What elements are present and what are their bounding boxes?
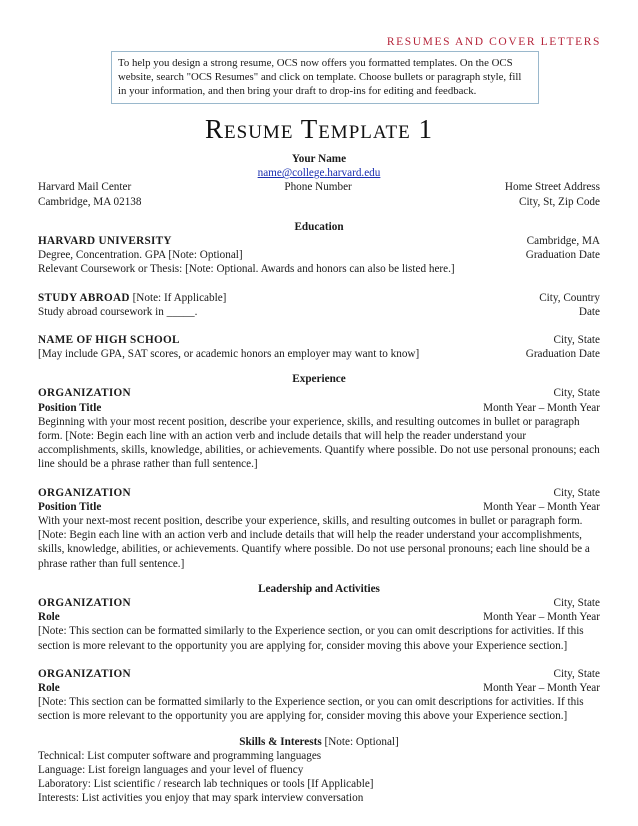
position-dates: Month Year – Month Year [483, 401, 600, 414]
org-location: City, State [553, 387, 600, 400]
degree: Degree, Concentration. GPA [Note: Optional] [38, 249, 243, 262]
lead-org2-row [38, 667, 600, 681]
resume-body [38, 152, 600, 806]
phone-number: Phone Number [284, 181, 352, 194]
edu-abroad-row [38, 291, 600, 305]
skill-laboratory: Laboratory: List scientific / research lab techniques or tools [If Applicable] [38, 778, 374, 791]
skills-heading-row [38, 735, 600, 749]
role: Role [38, 611, 60, 624]
position-description: With your next-most recent position, describe your experience, skills, and resulting outcomes in bullet or paragraph form. [Note: Begin each line with an action verb and include details that will help the reader understand your accomplishments, skills, knowledge, abilities, or achievements. Quantify where possible. Do not use personal pronouns; each line should be a phrase rather than full sentence.] [38, 515, 590, 570]
organization: ORGANIZATION [38, 486, 131, 499]
exp-pos2-row [38, 500, 600, 514]
study-abroad: STUDY ABROAD [38, 291, 130, 304]
contact-row-2 [38, 195, 600, 209]
resume-title: Resume Template 1 [205, 114, 433, 144]
campus-city: Cambridge, MA 02138 [38, 195, 142, 208]
skills-heading: Skills & Interests [239, 735, 322, 748]
exp-org2-row [38, 486, 600, 500]
edu-hs-detail-row [38, 347, 600, 361]
org-location: City, State [553, 667, 600, 680]
role-dates: Month Year – Month Year [483, 611, 600, 624]
role-dates: Month Year – Month Year [483, 682, 600, 695]
abroad-coursework: Study abroad coursework in _____. [38, 305, 198, 318]
role-description: [Note: This section can be formatted similarly to the Experience section, or you can omit descriptions for activities. If this section is more relevant to the opportunity you are applying for, consider moving this above your Experience section.] [38, 625, 584, 652]
school-location: Cambridge, MA [526, 234, 600, 247]
home-city: City, St, Zip Code [518, 195, 600, 208]
skills-heading-note: [Note: Optional] [321, 735, 399, 748]
edu-school1-row [38, 234, 600, 248]
school-name: HARVARD UNIVERSITY [38, 234, 172, 247]
organization: ORGANIZATION [38, 597, 131, 610]
skill-language: Language: List foreign languages and your level of fluency [38, 764, 304, 777]
position-title: Position Title [38, 500, 102, 513]
leadership-heading: Leadership and Activities [258, 582, 380, 595]
hs-location: City, State [553, 333, 600, 346]
coursework: Relevant Coursework or Thesis: [Note: Optional. Awards and honors can also be listed here.] [38, 263, 455, 276]
help-box: To help you design a strong resume, OCS now offers you formatted templates. On the OCS website, search "OCS Resumes" and click on template. Choose bullets or paragraph style, fill in your information, and then bring your draft to drop-ins for editing and feedback. [111, 51, 539, 104]
exp-pos1-row [38, 401, 600, 415]
abroad-date: Date [578, 305, 600, 318]
position-description: Beginning with your most recent position, describe your experience, skills, and resulting outcomes in bullet or paragraph form. [Note: Begin each line with an action verb and include details that will help the reader understand your accomplishments, skills, knowledge, abilities, or achievements. Quantify where possible. Do not use personal pronouns; each line should be a phrase rather than full sentence.] [38, 415, 600, 471]
email-link[interactable]: name@college.harvard.edu [257, 167, 381, 180]
mail-center: Harvard Mail Center [38, 181, 132, 194]
graduation-date: Graduation Date [525, 249, 600, 262]
lead-role1-row [38, 610, 600, 624]
hs-date: Graduation Date [525, 348, 600, 361]
education-heading: Education [294, 220, 344, 233]
home-address: Home Street Address [504, 181, 600, 194]
position-title: Position Title [38, 401, 102, 414]
skill-interests: Interests: List activities you enjoy that may spark interview conversation [38, 792, 364, 805]
organization: ORGANIZATION [38, 387, 131, 400]
skill-technical: Technical: List computer software and programming languages [38, 749, 322, 762]
position-dates: Month Year – Month Year [483, 500, 600, 513]
edu-hs-row [38, 333, 600, 347]
experience-heading: Experience [292, 373, 346, 386]
high-school: NAME OF HIGH SCHOOL [38, 333, 180, 346]
lead-role2-row [38, 681, 600, 695]
edu-abroad-course-row [38, 305, 600, 319]
banner: RESUMES AND COVER LETTERS [386, 36, 601, 48]
org-location: City, State [553, 597, 600, 610]
edu-degree-row [38, 248, 600, 262]
org-location: City, State [553, 486, 600, 499]
exp-org1-row [38, 386, 600, 400]
organization: ORGANIZATION [38, 667, 131, 680]
abroad-location: City, Country [539, 291, 600, 304]
contact-row-1 [38, 180, 600, 194]
abroad-note: [Note: If Applicable] [129, 291, 227, 304]
hs-detail: [May include GPA, SAT scores, or academic honors an employer may want to know] [38, 348, 420, 361]
your-name: Your Name [291, 153, 347, 165]
lead-org1-row [38, 596, 600, 610]
role-description: [Note: This section can be formatted similarly to the Experience section, or you can omit descriptions for activities. If this section is more relevant to the opportunity you are applying for, consider moving this above your Experience section.] [38, 696, 584, 723]
role: Role [38, 682, 60, 695]
